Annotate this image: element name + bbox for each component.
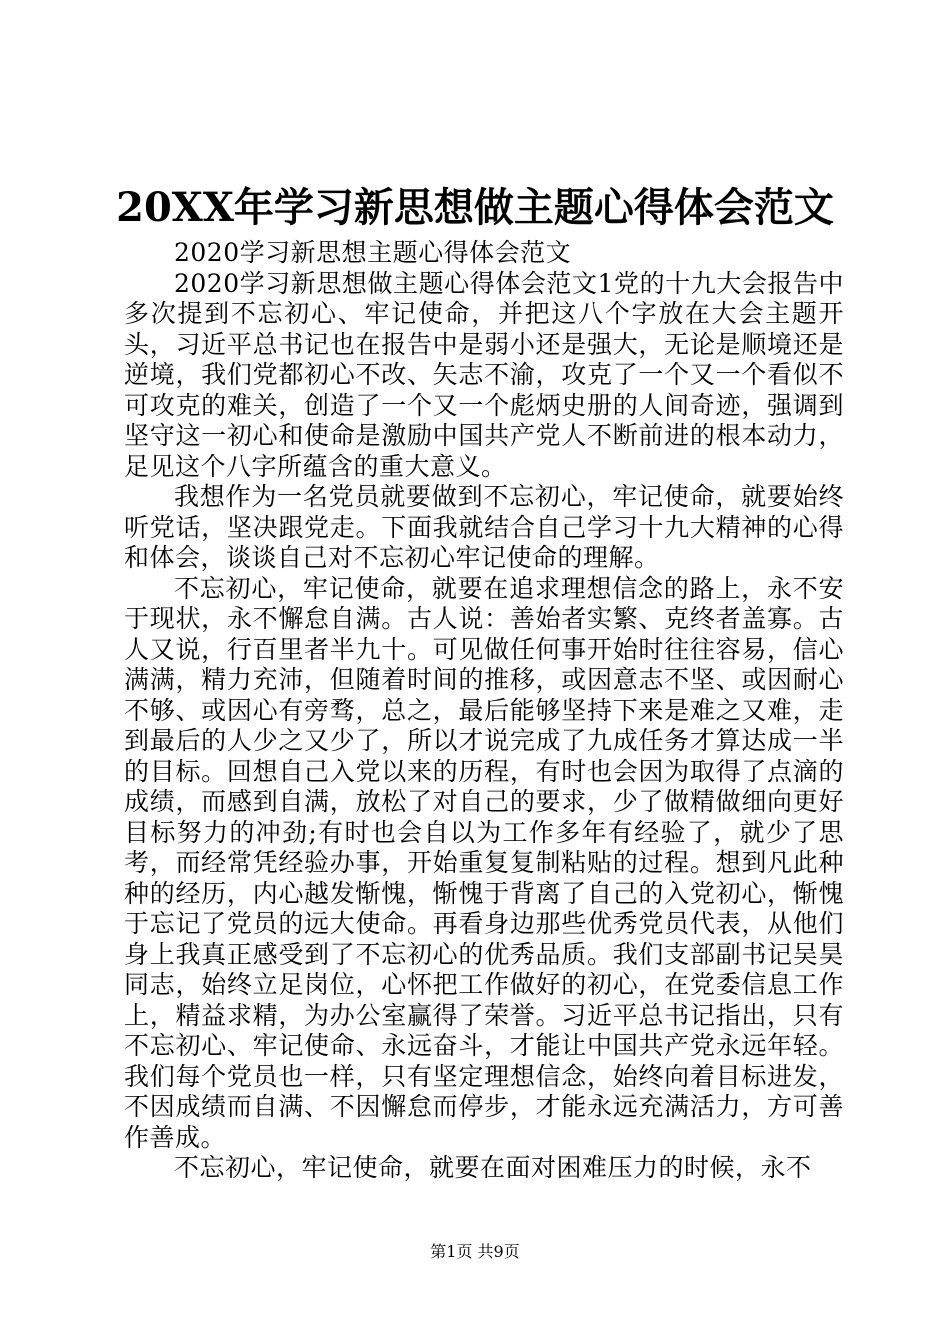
paragraph-subtitle: 2020学习新思想主题心得体会范文	[174, 238, 572, 267]
paragraph-4: 不忘初心，牢记使命，就要在面对困难压力的时候，永不	[174, 1153, 812, 1182]
document-title: 20XX年学习新思想做主题心得体会范文	[116, 184, 834, 231]
paragraph-2: 我想作为一名党员就要做到不忘初心，牢记使命，就要始终听党话，坚决跟党走。下面我就结合自己学习十九大精神的心得和体会，谈谈自己对不忘初心牢记使命的理解。	[124, 482, 844, 572]
paragraph-1: 2020学习新思想做主题心得体会范文1党的十九大会报告中多次提到不忘初心、牢记使命，并把这八个字放在大会主题开头，习近平总书记也在报告中是弱小还是强大，无论是顺境还是逆境，我们党都初心不改、矢志不渝，攻克了一个又一个看似不可攻克的难关，创造了一个又一个彪炳史册的人间奇迹，强调到坚守这一初心和使命是激励中国共产党人不断前进的根本动力，足见这个八字所蕴含的重大意义。	[124, 268, 844, 481]
page-footer: 第1页 共9页	[430, 1242, 520, 1261]
paragraph-3: 不忘初心，牢记使命，就要在追求理想信念的路上，永不安于现状，永不懈怠自满。古人说：善始者实繁、克终者盖寡。古人又说，行百里者半九十。可见做任何事开始时往往容易，信心满满，精力充沛，但随着时间的推移，或因意志不坚、或因耐心不够、或因心有旁骛，总之，最后能够坚持下来是难之又难，走到最后的人少之又少了，所以才说完成了九成任务才算达成一半的目标。回想自己入党以来的历程，有时也会因为取得了点滴的成绩，而感到自满，放松了对自己的要求，少了做精做细向更好目标努力的冲劲;有时也会自以为工作多年有经验了，就少了思考，而经常凭经验办事，开始重复复制粘贴的过程。想到凡此种种的经历，内心越发惭愧，惭愧于背离了自己的入党初心，惭愧于忘记了党员的远大使命。再看身边那些优秀党员代表，从他们身上我真正感受到了不忘初心的优秀品质。我们支部副书记吴昊同志，始终立足岗位，心怀把工作做好的初心，在党委信息工作上，精益求精，为办公室赢得了荣誉。习近平总书记指出，只有不忘初心、牢记使命、永远奋斗，才能让中国共产党永远年轻。我们每个党员也一样，只有坚定理想信念，始终向着目标进发，不因成绩而自满、不因懈怠而停步，才能永远充满活力，方可善作善成。	[124, 573, 844, 1152]
document-body	[124, 238, 844, 1184]
